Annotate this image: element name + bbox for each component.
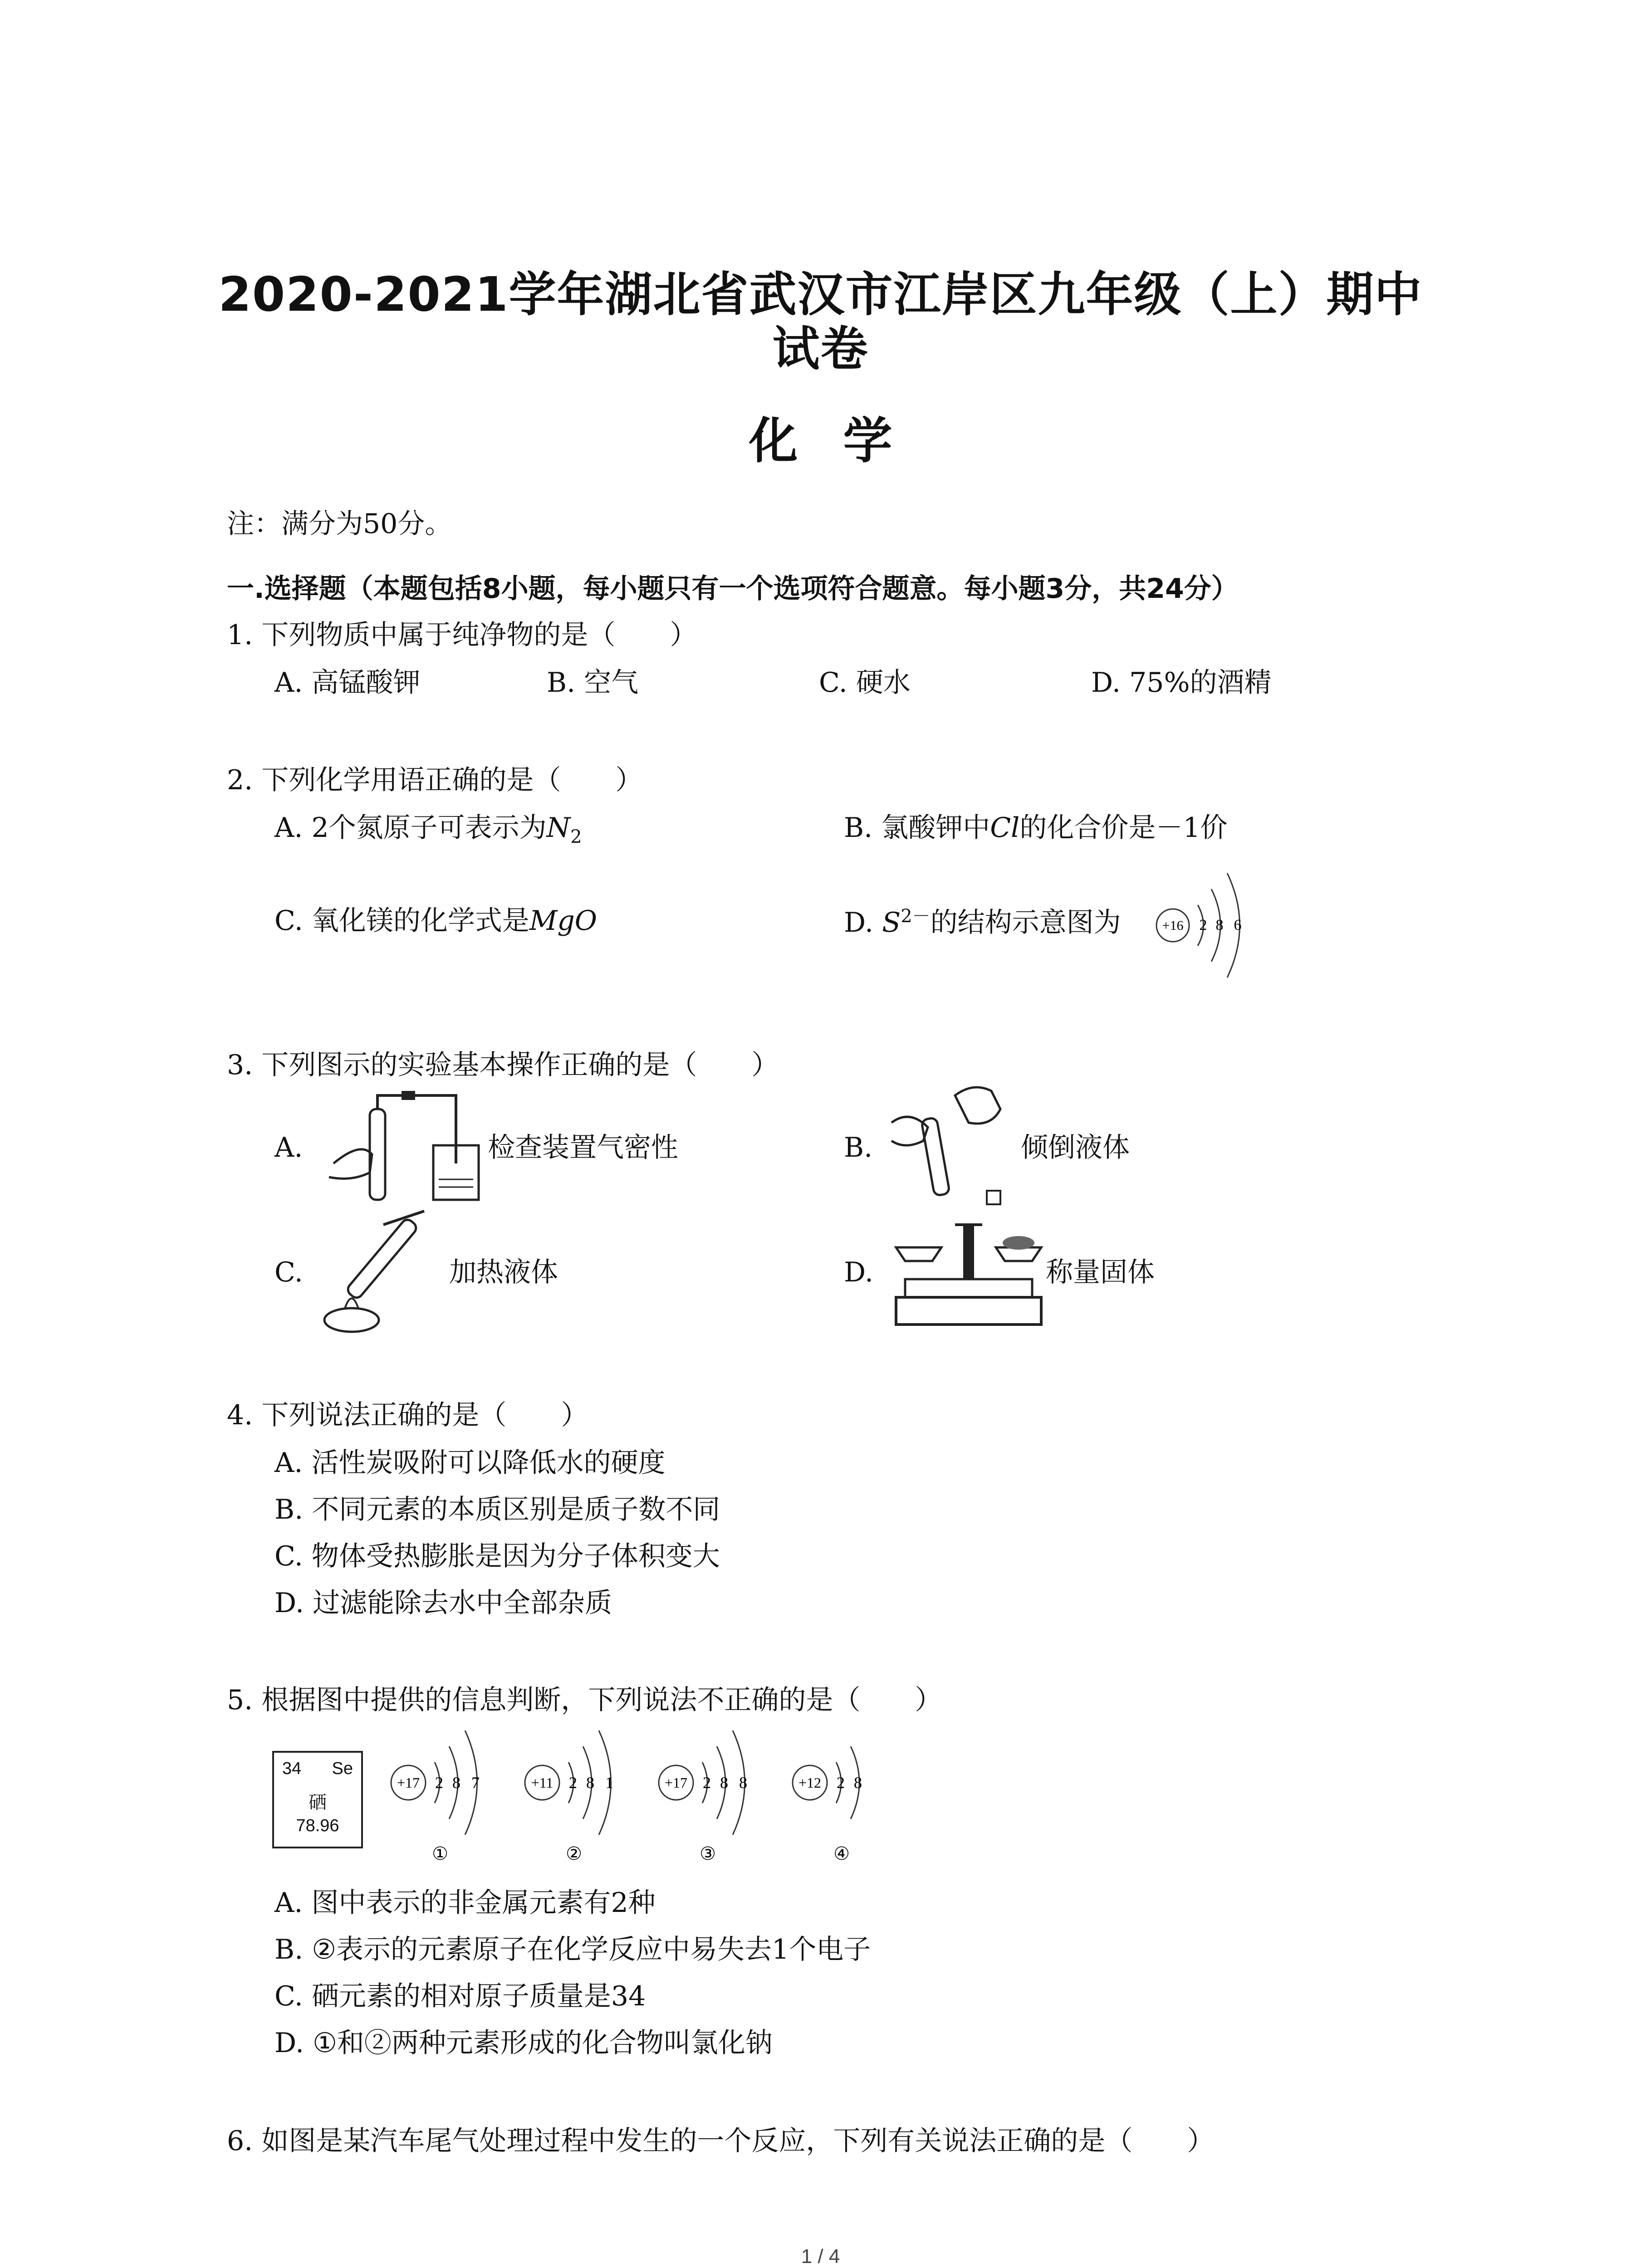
q3-option-a-label: 检查装置气密性 xyxy=(488,1132,678,1163)
svg-text:④: ④ xyxy=(833,1843,850,1864)
q4-option-d: D. 过滤能除去水中全部杂质 xyxy=(274,1587,612,1619)
q2-option-a-subscript: 2 xyxy=(570,826,582,847)
q3-option-c-letter: C. xyxy=(274,1256,303,1288)
page-number: 1 / 4 xyxy=(801,2245,840,2268)
q5-option-b: B. ②表示的元素原子在化学反应中易失去1个电子 xyxy=(274,1934,871,1965)
q2-option-d xyxy=(844,907,1121,936)
svg-text:8: 8 xyxy=(720,1774,728,1792)
q2-option-a xyxy=(274,814,582,846)
svg-text:2: 2 xyxy=(703,1774,711,1792)
q2-option-b xyxy=(844,812,1228,844)
q3-option-a-letter: A. xyxy=(274,1132,303,1163)
heat-liquid-icon xyxy=(311,1207,447,1343)
page-title-line1: 2020-2021学年湖北省武汉市江岸区九年级（上）期中 xyxy=(218,267,1423,322)
q1-option-d: D. 75%的酒精 xyxy=(1091,667,1272,699)
q2-option-d-superscript: 2－ xyxy=(901,906,931,927)
question-6-stem: 6. 如图是某汽车尾气处理过程中发生的一个反应，下列有关说法正确的是（ ） xyxy=(227,2125,1215,2157)
q4-option-c: C. 物体受热膨胀是因为分子体积变大 xyxy=(274,1540,720,1572)
q2-option-a-prefix: A. 2个氮原子可表示为 xyxy=(274,812,547,844)
svg-text:8: 8 xyxy=(854,1774,862,1792)
svg-text:③: ③ xyxy=(700,1843,716,1864)
balance-scale-icon xyxy=(887,1207,1050,1334)
q1-option-a: A. 高锰酸钾 xyxy=(274,667,421,699)
q3-option-c-label: 加热液体 xyxy=(449,1256,558,1288)
svg-text:2: 2 xyxy=(435,1774,443,1792)
atom-diagram-4 xyxy=(793,1746,862,1864)
q3-option-b-label: 倾倒液体 xyxy=(1021,1132,1130,1163)
q5-option-d: D. ①和②两种元素形成的化合物叫氯化钠 xyxy=(274,2027,773,2059)
airtightness-check-icon xyxy=(320,1086,483,1209)
question-5-stem: 5. 根据图中提供的信息判断，下列说法不正确的是（ ） xyxy=(227,1684,942,1716)
shell-3-count: 6 xyxy=(1234,917,1242,934)
element-atomic-mass: 78.96 xyxy=(296,1816,339,1835)
q3-option-b-letter: B. xyxy=(844,1132,873,1163)
q2-option-d-formula: S xyxy=(882,907,901,938)
atom-diagram-2 xyxy=(525,1730,613,1864)
shell-1-count: 2 xyxy=(1199,917,1207,934)
svg-text:2: 2 xyxy=(569,1774,577,1792)
q4-option-a: A. 活性炭吸附可以降低水的硬度 xyxy=(274,1447,666,1479)
svg-text:②: ② xyxy=(566,1843,582,1864)
nucleus-charge: +16 xyxy=(1162,918,1184,933)
question-3-stem: 3. 下列图示的实验基本操作正确的是（ ） xyxy=(227,1049,779,1081)
svg-text:①: ① xyxy=(432,1843,448,1864)
q2-atom-structure-diagram xyxy=(1152,862,1261,989)
svg-text:1: 1 xyxy=(605,1774,613,1792)
q2-option-d-prefix: D. xyxy=(844,907,882,938)
element-symbol: Se xyxy=(332,1759,353,1778)
q3-option-d-letter: D. xyxy=(844,1256,874,1288)
score-note: 注：满分为50分。 xyxy=(227,508,452,540)
element-atomic-number: 34 xyxy=(282,1759,302,1778)
q2-option-a-formula: N xyxy=(546,812,571,844)
question-4-stem: 4. 下列说法正确的是（ ） xyxy=(227,1399,588,1431)
element-name: 硒 xyxy=(309,1792,327,1813)
q1-option-c: C. 硬水 xyxy=(819,667,911,699)
element-card-selenium xyxy=(272,1751,363,1848)
q2-option-d-suffix: 的结构示意图为 xyxy=(930,907,1121,938)
svg-text:7: 7 xyxy=(471,1774,480,1792)
q2-option-b-suffix: 的化合价是－1价 xyxy=(1019,812,1228,844)
q2-option-c-prefix: C. 氧化镁的化学式是 xyxy=(274,905,529,937)
question-2-stem: 2. 下列化学用语正确的是（ ） xyxy=(227,764,643,796)
svg-text:8: 8 xyxy=(586,1774,594,1792)
atom-diagram-1 xyxy=(391,1730,480,1864)
shell-2-count: 8 xyxy=(1215,917,1224,934)
svg-text:+17: +17 xyxy=(397,1774,420,1791)
pour-liquid-icon xyxy=(887,1082,1023,1218)
atom-diagram-3 xyxy=(659,1730,747,1864)
q2-option-b-prefix: B. 氯酸钾中 xyxy=(844,812,990,844)
q5-option-c: C. 硒元素的相对原子质量是34 xyxy=(274,1980,646,2012)
q1-option-b: B. 空气 xyxy=(547,667,639,699)
q3-option-d-label: 称量固体 xyxy=(1046,1256,1155,1288)
svg-text:+17: +17 xyxy=(664,1774,688,1791)
q5-option-a: A. 图中表示的非金属元素有2种 xyxy=(274,1887,656,1919)
q2-option-b-formula: Cl xyxy=(990,812,1020,844)
question-1-stem: 1. 下列物质中属于纯净物的是（ ） xyxy=(227,619,697,651)
q2-option-c-formula: MgO xyxy=(529,905,597,937)
page-title-line2: 试卷 xyxy=(772,321,869,376)
subject-heading: 化学 xyxy=(749,413,938,469)
svg-text:2: 2 xyxy=(837,1774,845,1792)
svg-text:+11: +11 xyxy=(531,1774,554,1791)
svg-text:+12: +12 xyxy=(798,1774,822,1791)
svg-text:8: 8 xyxy=(739,1774,747,1792)
svg-text:8: 8 xyxy=(452,1774,460,1792)
q2-option-c xyxy=(274,905,597,937)
atom-structure-diagrams xyxy=(381,1719,971,1869)
section-heading: 一.选择题（本题包括8小题，每小题只有一个选项符合题意。每小题3分，共24分） xyxy=(227,573,1239,605)
q4-option-b: B. 不同元素的本质区别是质子数不同 xyxy=(274,1494,720,1525)
